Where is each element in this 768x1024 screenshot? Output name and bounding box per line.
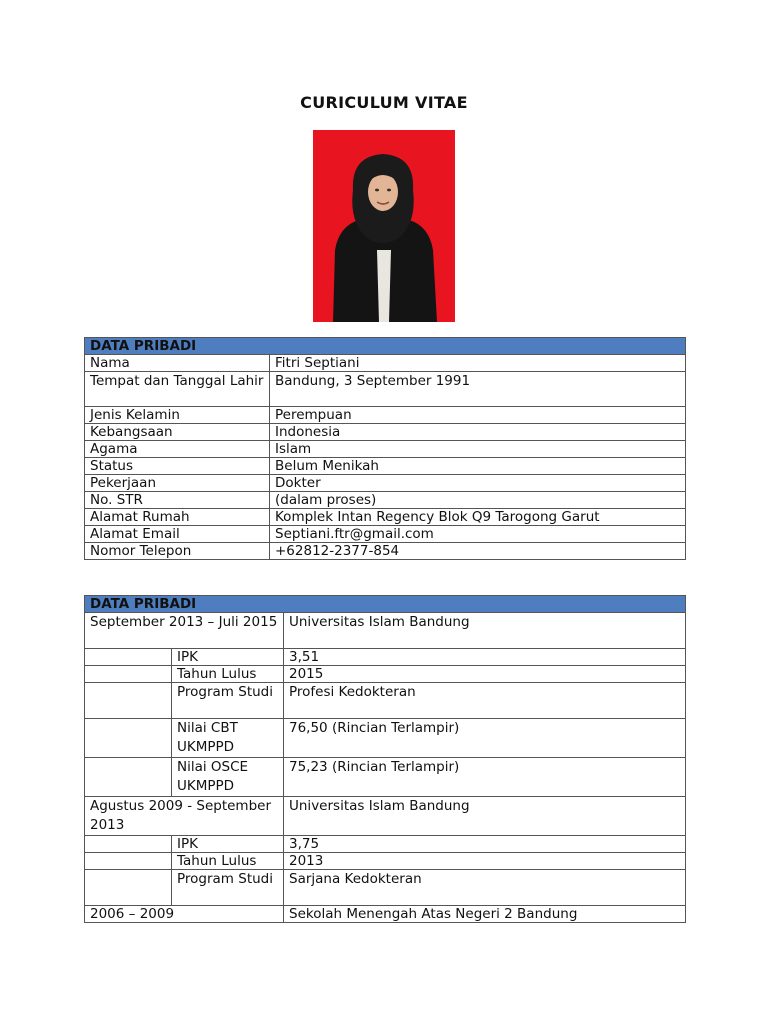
education-institution: Universitas Islam Bandung (284, 797, 686, 836)
detail-value: 2013 (284, 853, 686, 870)
section-header: DATA PRIBADI (85, 596, 686, 613)
row-value: Dokter (270, 475, 686, 492)
education-institution: Sekolah Menengah Atas Negeri 2 Bandung (284, 906, 686, 923)
detail-value: 76,50 (Rincian Terlampir) (284, 719, 686, 758)
blank-cell (85, 758, 172, 797)
education-institution: Universitas Islam Bandung (284, 613, 686, 649)
row-label: Nama (85, 355, 270, 372)
row-label: Agama (85, 441, 270, 458)
personal-data-table (84, 337, 686, 560)
detail-label: Program Studi (172, 870, 284, 906)
row-value: Indonesia (270, 424, 686, 441)
row-value: Komplek Intan Regency Blok Q9 Tarogong Garut (270, 509, 686, 526)
row-label: Status (85, 458, 270, 475)
document-title: CURICULUM VITAE (300, 93, 468, 112)
row-value: Bandung, 3 September 1991 (270, 372, 686, 407)
detail-value: Profesi Kedokteran (284, 683, 686, 719)
row-label: Pekerjaan (85, 475, 270, 492)
row-value: Belum Menikah (270, 458, 686, 475)
blank-cell (85, 836, 172, 853)
detail-label: IPK (172, 836, 284, 853)
row-value: (dalam proses) (270, 492, 686, 509)
email-value: Septiani.ftr@gmail.com (270, 526, 686, 543)
row-label: Alamat Rumah (85, 509, 270, 526)
row-label: No. STR (85, 492, 270, 509)
blank-cell (85, 853, 172, 870)
row-value: Perempuan (270, 407, 686, 424)
detail-value: 75,23 (Rincian Terlampir) (284, 758, 686, 797)
detail-label: Tahun Lulus (172, 853, 284, 870)
education-period: Agustus 2009 - September 2013 (85, 797, 284, 836)
blank-cell (85, 666, 172, 683)
profile-photo (313, 130, 455, 322)
row-value: Islam (270, 441, 686, 458)
blank-cell (85, 870, 172, 906)
detail-value: 2015 (284, 666, 686, 683)
detail-value: 3,51 (284, 649, 686, 666)
row-value: Fitri Septiani (270, 355, 686, 372)
detail-value: 3,75 (284, 836, 686, 853)
blank-cell (85, 649, 172, 666)
detail-label: Program Studi (172, 683, 284, 719)
phone-value: +62812-2377-854 (270, 543, 686, 560)
detail-label: IPK (172, 649, 284, 666)
section-header: DATA PRIBADI (85, 338, 686, 355)
detail-label: Tahun Lulus (172, 666, 284, 683)
education-table (84, 595, 686, 923)
row-label: Tempat dan Tanggal Lahir (85, 372, 270, 407)
detail-label: Nilai CBT UKMPPD (172, 719, 284, 758)
blank-cell (85, 683, 172, 719)
row-label: Nomor Telepon (85, 543, 270, 560)
row-label: Alamat Email (85, 526, 270, 543)
education-period: September 2013 – Juli 2015 (85, 613, 284, 649)
row-label: Kebangsaan (85, 424, 270, 441)
detail-value: Sarjana Kedokteran (284, 870, 686, 906)
detail-label: Nilai OSCE UKMPPD (172, 758, 284, 797)
blank-cell (85, 719, 172, 758)
row-label: Jenis Kelamin (85, 407, 270, 424)
person-silhouette-icon (313, 130, 455, 322)
education-period: 2006 – 2009 (85, 906, 284, 923)
